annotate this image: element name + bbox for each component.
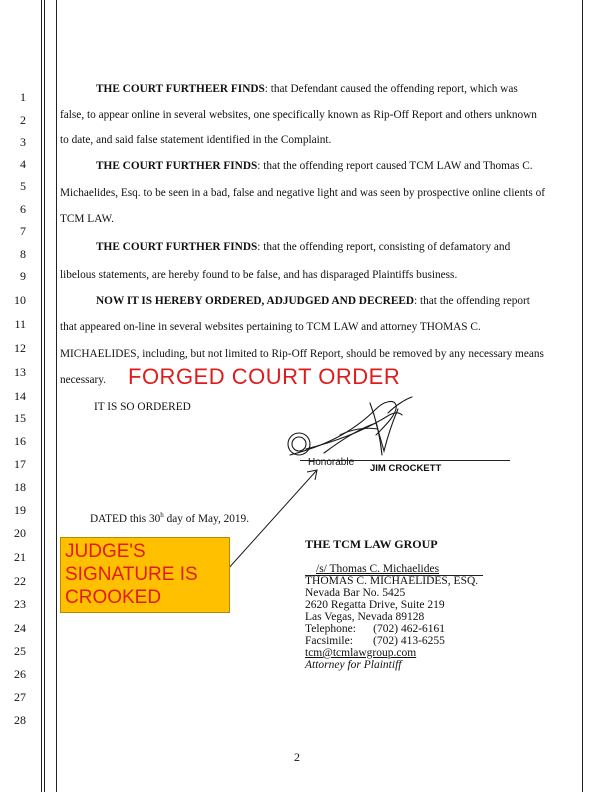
line-number: 12 xyxy=(14,341,26,355)
line-number: 1 xyxy=(20,90,26,104)
line-number: 11 xyxy=(14,317,26,331)
line-number: 14 xyxy=(14,389,26,403)
order-text: : that the offending report xyxy=(414,295,530,307)
finding-paragraph-2-line-2: Michaelides, Esq. to be seen in a bad, false and negative light and was seen by prospective online clients of xyxy=(60,187,545,199)
left-margin-rule xyxy=(41,0,42,792)
line-number: 23 xyxy=(14,597,26,611)
finding-paragraph-2-line-3: TCM LAW. xyxy=(60,213,114,225)
so-ordered-text: IT IS SO ORDERED xyxy=(94,401,191,413)
finding-text: : that Defendant caused the offending report, which was xyxy=(264,83,518,95)
line-number: 19 xyxy=(14,503,26,517)
finding-paragraph-2-line-1 xyxy=(60,159,596,173)
signature-callout-box xyxy=(60,537,230,613)
right-margin-rule xyxy=(582,0,583,792)
line-number: 28 xyxy=(14,713,26,727)
finding-heading: THE COURT FURTHER FINDS xyxy=(96,160,258,172)
judge-name: JIM CROCKETT xyxy=(370,463,442,474)
address-line-2: Las Vegas, Nevada 89128 xyxy=(305,611,425,623)
left-text-rule xyxy=(56,0,57,792)
line-number: 3 xyxy=(20,135,26,149)
order-paragraph-line-3: MICHAELIDES, including, but not limited to Rip-Off Report, should be removed by any necessary means xyxy=(60,348,544,360)
telephone: Telephone: (702) 462-6161 xyxy=(305,623,446,635)
dated-text-rest: day of May, 2019. xyxy=(163,512,250,525)
finding-paragraph-1-line-3: to date, and said false statement identified in the Complaint. xyxy=(60,134,332,146)
line-number: 2 xyxy=(20,113,26,127)
email-link[interactable]: tcm@tcmlawgroup.com xyxy=(305,647,417,659)
dated-text: DATED this 30 xyxy=(90,512,161,525)
line-number: 18 xyxy=(14,480,26,494)
line-number: 15 xyxy=(14,411,26,425)
finding-text: : that the offending report, consisting of defamatory and xyxy=(257,241,511,253)
bar-number: Nevada Bar No. 5425 xyxy=(305,587,406,599)
attorney-name: THOMAS C. MICHAELIDES, ESQ. xyxy=(305,575,479,587)
line-number: 25 xyxy=(14,644,26,658)
line-number: 9 xyxy=(20,269,26,283)
forged-court-order-stamp: FORGED COURT ORDER xyxy=(128,364,401,389)
order-paragraph-line-2: that appeared on-line in several websites pertaining to TCM LAW and attorney THOMAS C. xyxy=(60,321,481,333)
finding-paragraph-1-line-2: false, to appear online in several websites, one specifically known as Rip-Off Report and others unknown xyxy=(60,109,537,121)
finding-heading: THE COURT FURTHER FINDS xyxy=(96,241,258,253)
line-number: 26 xyxy=(14,667,26,681)
address-line-1: 2620 Regatta Drive, Suite 219 xyxy=(305,599,445,611)
line-number: 22 xyxy=(14,574,26,588)
line-number: 6 xyxy=(20,202,26,216)
line-number: 17 xyxy=(14,457,26,471)
firm-name: THE TCM LAW GROUP xyxy=(305,537,438,551)
line-number: 27 xyxy=(14,690,26,704)
line-number: 5 xyxy=(20,179,26,193)
line-number: 21 xyxy=(14,550,26,564)
order-paragraph-line-1 xyxy=(60,294,596,308)
electronic-signature: /s/ Thomas C. Michaelides xyxy=(316,563,440,575)
line-number: 8 xyxy=(20,247,26,261)
line-number: 10 xyxy=(14,293,26,307)
finding-paragraph-3-line-2: libelous statements, are hereby found to be false, and has disparaged Plaintiffs business. xyxy=(60,269,458,281)
finding-paragraph-1-line-1 xyxy=(60,82,596,96)
facsimile: Facsimile: (702) 413-6255 xyxy=(305,635,445,647)
callout-line: CROOKED xyxy=(65,587,162,608)
attorney-role: Attorney for Plaintiff xyxy=(305,659,402,671)
order-heading: NOW IT IS HEREBY ORDERED, ADJUDGED AND DECREED xyxy=(96,295,415,307)
line-number: 24 xyxy=(14,621,26,635)
order-paragraph-line-4: necessary. xyxy=(60,374,106,386)
finding-paragraph-3-line-1 xyxy=(60,240,596,254)
callout-line: SIGNATURE IS xyxy=(65,564,198,585)
left-margin-rule-inner xyxy=(44,0,45,792)
page-number: 2 xyxy=(294,750,300,764)
line-number: 7 xyxy=(20,224,26,238)
line-number: 13 xyxy=(14,365,26,379)
honorable-label: Honorable xyxy=(308,457,355,468)
dated-line xyxy=(90,508,590,526)
line-number: 4 xyxy=(20,157,26,171)
dated-superscript: h xyxy=(160,511,164,519)
line-number: 20 xyxy=(14,526,26,540)
line-number: 16 xyxy=(14,434,26,448)
finding-heading: THE COURT FURTHEER FINDS xyxy=(96,83,265,95)
callout-line: JUDGE'S xyxy=(65,541,146,562)
finding-text: : that the offending report caused TCM LAW and Thomas C. xyxy=(257,160,533,172)
